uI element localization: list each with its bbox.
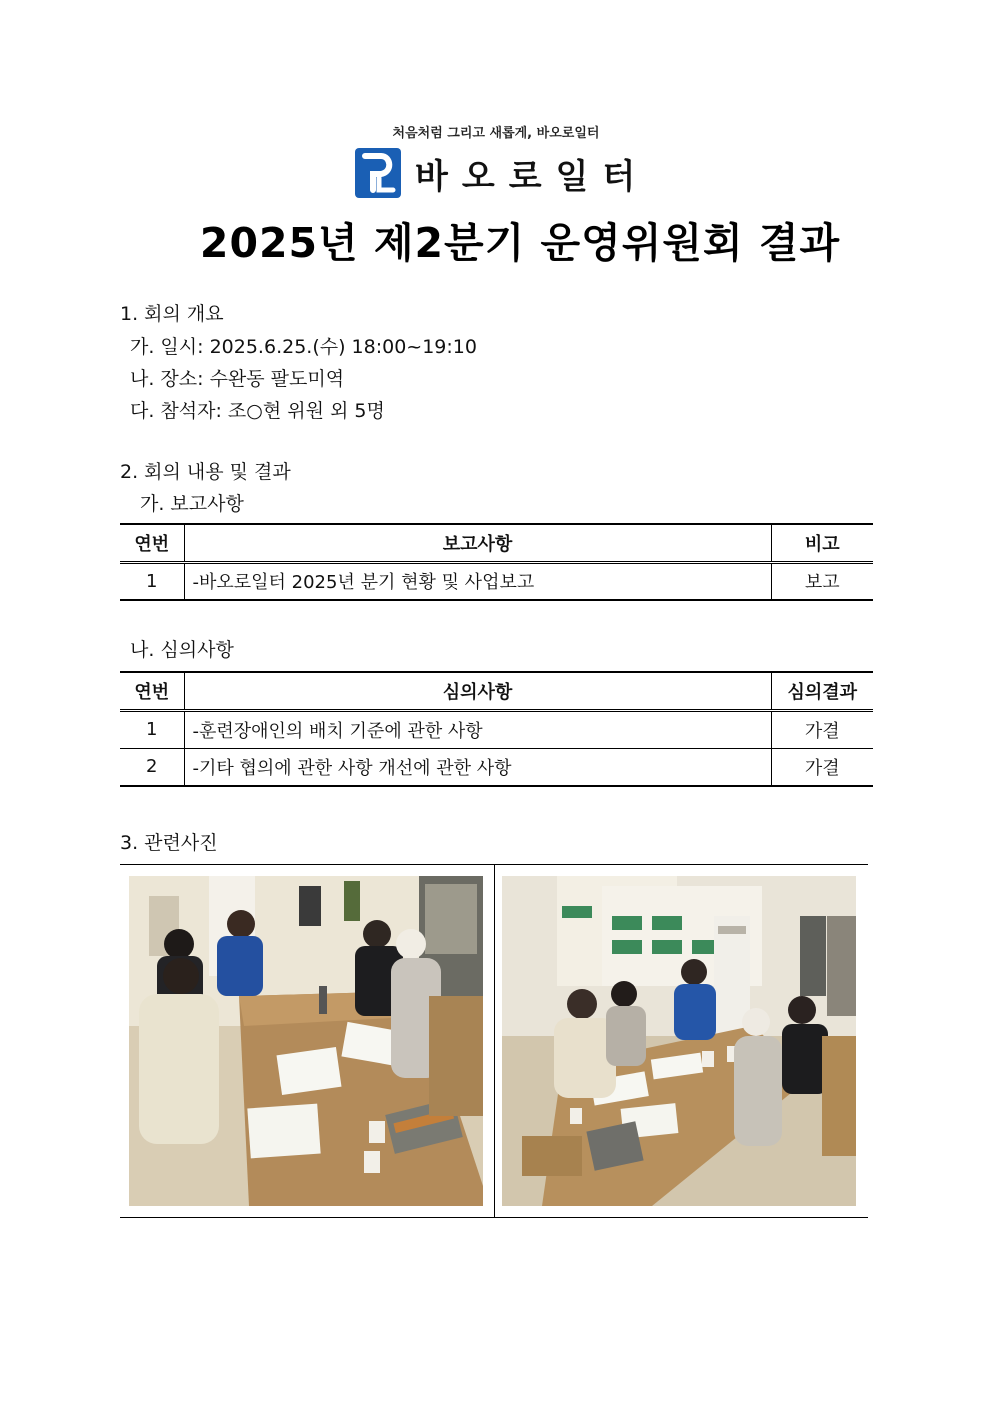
row-result: 가결: [771, 710, 873, 748]
slogan: 처음처럼 그리고 새롭게, 바오로일터: [392, 126, 600, 141]
row-content: -기타 협의에 관한 사항 개선에 관한 사항: [184, 748, 771, 786]
row-result: 가결: [771, 748, 873, 786]
meeting-photo-1-icon: [129, 876, 483, 1206]
section2-heading: 2. 회의 내용 및 결과: [120, 461, 291, 483]
row-note: 보고: [771, 562, 873, 600]
table-row: [120, 748, 873, 786]
report-table: [120, 523, 873, 601]
row-no: 1: [120, 562, 184, 600]
table-row: [120, 710, 873, 748]
col-deliberation: 심의사항: [184, 672, 771, 710]
row-content: -훈련장애인의 배치 기준에 관한 사항: [184, 710, 771, 748]
meeting-place: 나. 장소: 수완동 팔도미역: [130, 368, 345, 390]
document-title: 2025년 제2분기 운영위원회 결과: [199, 219, 841, 267]
logo: [355, 147, 649, 199]
row-no: 1: [120, 710, 184, 748]
deliberation-heading: 나. 심의사항: [130, 639, 234, 661]
meeting-attendees: 다. 참석자: 조○현 위원 외 5명: [130, 400, 385, 422]
table-header-row: [120, 524, 873, 562]
col-report: 보고사항: [184, 524, 771, 562]
logo-text: 바오로일터: [415, 156, 650, 197]
meeting-photo-2-icon: [502, 876, 856, 1206]
col-result: 심의결과: [771, 672, 873, 710]
table-header-row: [120, 672, 873, 710]
row-content: -바오로일터 2025년 분기 현황 및 사업보고: [184, 562, 771, 600]
row-no: 2: [120, 748, 184, 786]
section3-heading: 3. 관련사진: [120, 832, 218, 854]
photo-divider: [494, 864, 495, 1218]
col-no: 연번: [120, 524, 184, 562]
report-heading: 가. 보고사항: [140, 493, 244, 515]
section1-heading: 1. 회의 개요: [120, 303, 224, 325]
deliberation-table: [120, 671, 873, 787]
table-row: [120, 562, 873, 600]
meeting-date: 가. 일시: 2025.6.25.(수) 18:00~19:10: [130, 336, 477, 358]
logo-mark-icon: [355, 148, 401, 198]
col-note: 비고: [771, 524, 873, 562]
col-no: 연번: [120, 672, 184, 710]
